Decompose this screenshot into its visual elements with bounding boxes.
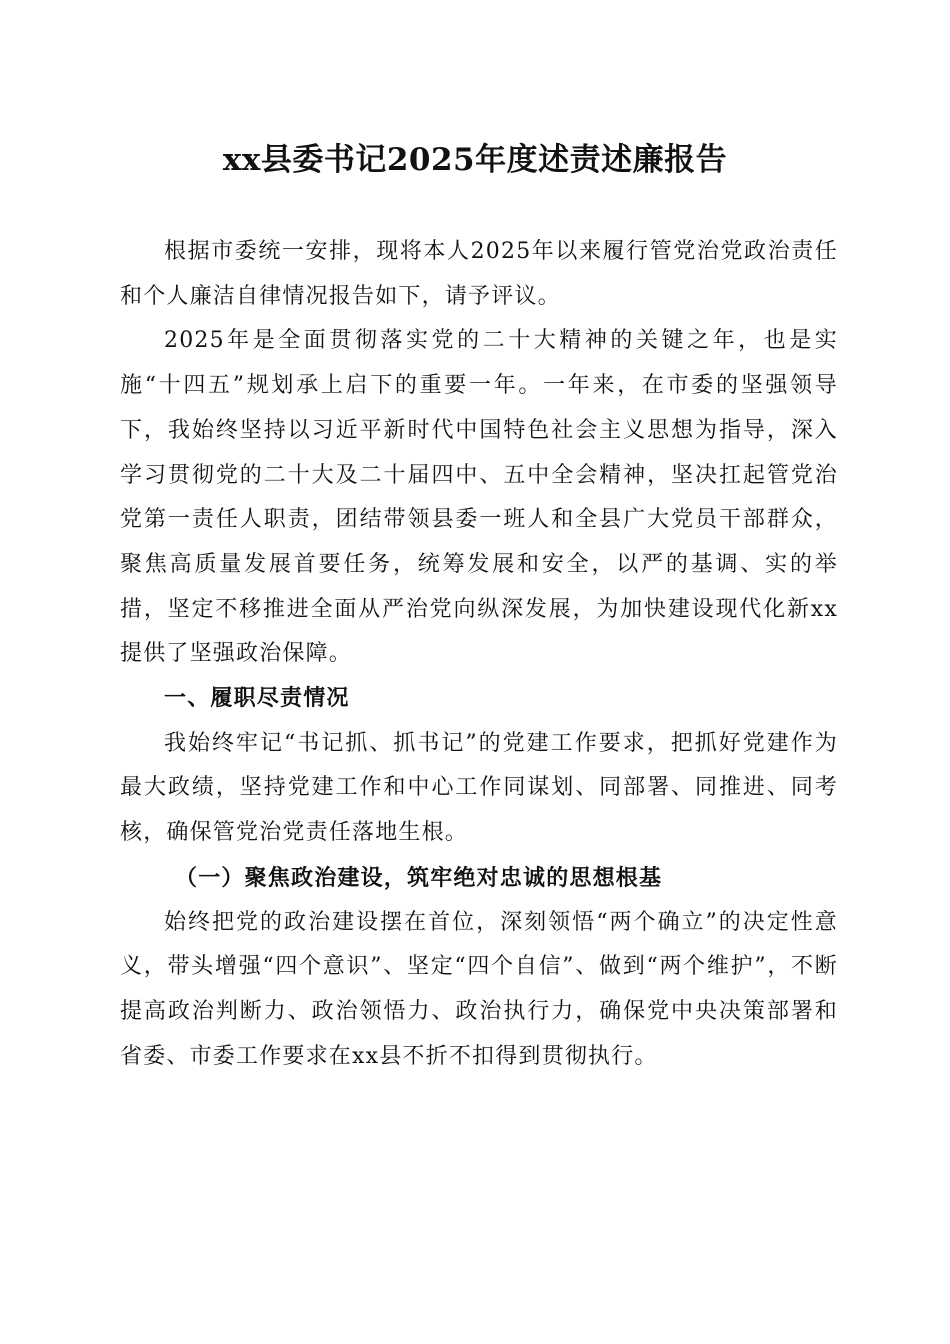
paragraph-political-building: 始终把党的政治建设摆在首位，深刻领悟“两个确立”的决定性意义，带头增强“四个意识”、坚定“四个自信”、做到“两个维护”，不断提高政治判断力、政治领悟力、政治执行力，确保党中央决策部署和省委、市委工作要求在xx县不折不扣得到贯彻执行。 — [120, 909, 838, 1069]
document-body — [120, 230, 838, 1079]
subsection-heading-political-building: （一）聚焦政治建设，筑牢绝对忠诚的思想根基 — [175, 864, 663, 891]
paragraph-background: 2025年是全面贯彻落实党的二十大精神的关键之年，也是实施“十四五”规划承上启下的重要一年。一年来，在市委的坚强领导下，我始终坚持以习近平新时代中国特色社会主义思想为指导，深入学习贯彻党的二十大及二十届四中、五中全会精神，坚决扛起管党治党第一责任人职责，团结带领县委一班人和全县广大党员干部群众，聚焦高质量发展首要任务，统筹发展和安全，以严的基调、实的举措，坚定不移推进全面从严治党向纵深发展，为加快建设现代化新xx提供了坚强政治保障。 — [120, 328, 838, 667]
paragraph-intro: 根据市委统一安排，现将本人2025年以来履行管党治党政治责任和个人廉洁自律情况报告如下，请予评议。 — [120, 239, 838, 309]
document-title: xx县委书记2025年度述责述廉报告 — [222, 142, 728, 178]
paragraph-duties-intro: 我始终牢记“书记抓、抓书记”的党建工作要求，把抓好党建作为最大政绩，坚持党建工作和中心工作同谋划、同部署、同推进、同考核，确保管党治党责任落地生根。 — [120, 730, 838, 846]
section-heading-duties: 一、履职尽责情况 — [164, 686, 350, 712]
